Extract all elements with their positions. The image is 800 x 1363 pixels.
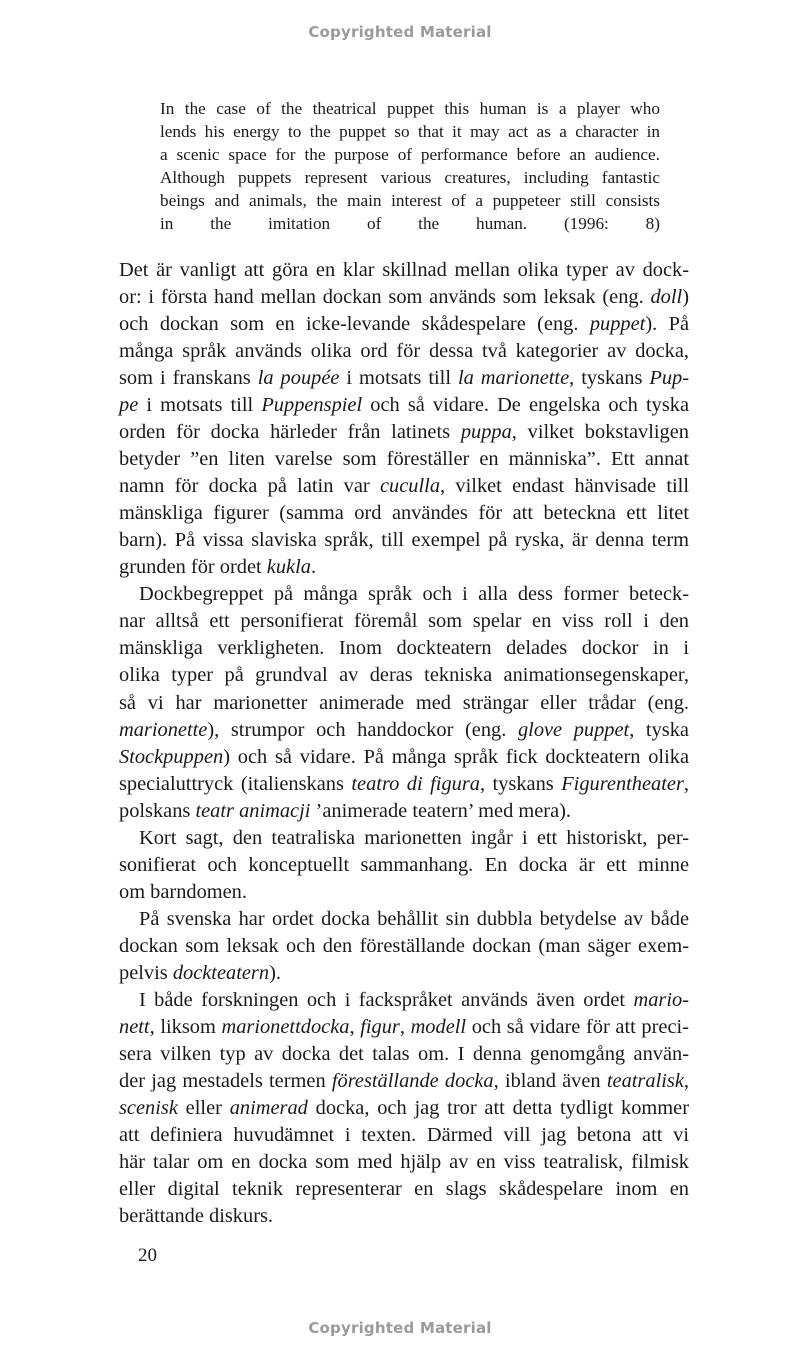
body-line: nar alltså ett personifierat föremål som spelar en viss roll i den xyxy=(119,610,689,633)
quote-line: beings and animals, the main interest of a puppeteer still consists xyxy=(160,191,660,210)
body-line: olika typer på grundval av deras tekniska animationsegenskaper, xyxy=(119,664,689,687)
body-line: der jag mestadels termen föreställande docka, ibland även teatralisk, xyxy=(119,1069,689,1092)
quote-line: lends his energy to the puppet so that it may act as a character in xyxy=(160,122,660,141)
body-line: I både forskningen och i fackspråket används även ordet mario- xyxy=(139,988,689,1011)
body-line: dockan som leksak och den föreställande dockan (man säger exem- xyxy=(119,934,689,957)
body-line: Dockbegreppet på många språk och i alla dess former beteck- xyxy=(139,583,689,606)
body-line: barn). På vissa slaviska språk, till exempel på ryska, är denna term xyxy=(119,529,689,552)
body-line: att definiera huvudämnet i texten. Därmed vill jag betona att vi xyxy=(119,1124,689,1146)
body-line: eller digital teknik representerar en slags skådespelare inom en xyxy=(119,1178,689,1201)
body-line: or: i första hand mellan dockan som används som leksak (eng. doll) xyxy=(119,286,689,309)
body-line: Stockpuppen) och så vidare. På många språk fick dockteatern olika xyxy=(119,745,689,768)
body-text xyxy=(119,257,689,1230)
body-line: pe i motsats till Puppenspiel och så vidare. De engelska och tyska xyxy=(119,394,690,417)
copyright-watermark-top: Copyrighted Material xyxy=(308,23,492,41)
body-line: namn för docka på latin var cuculla, vilket endast hänvisade till xyxy=(119,475,689,498)
body-line: orden för docka härleder från latinets puppa, vilket bokstavligen xyxy=(119,421,690,444)
body-line: pelvis dockteatern). xyxy=(119,961,281,984)
block-quote xyxy=(160,97,660,235)
body-line: och dockan som en icke-levande skådespelare (eng. puppet). På xyxy=(119,313,689,336)
body-line: Det är vanligt att göra en klar skillnad mellan olika typer av dock- xyxy=(119,259,689,281)
page-number: 20 xyxy=(138,1245,157,1266)
body-line: om barndomen. xyxy=(119,880,247,903)
body-line: mänskliga figurer (samma ord användes för att beteckna ett litet xyxy=(119,502,689,525)
body-line: så vi har marionetter animerade med strängar eller trådar (eng. xyxy=(119,691,689,714)
copyright-watermark-bottom: Copyrighted Material xyxy=(308,1319,492,1337)
body-line: polskans teatr animacji ’animerade teatern’ med mera). xyxy=(119,799,572,822)
body-line: nett, liksom marionettdocka, figur, modell och så vidare för att preci- xyxy=(119,1015,689,1038)
body-line: marionette), strumpor och handdockor (eng. glove puppet, tyska xyxy=(119,718,689,741)
body-line: berättande diskurs. xyxy=(119,1205,274,1228)
quote-line: in the imitation of the human. (1996: 8) xyxy=(160,214,660,233)
body-line: mänskliga verkligheten. Inom dockteatern delades dockor in i xyxy=(119,637,689,660)
body-line: många språk används olika ord för dessa två kategorier av docka, xyxy=(119,340,689,363)
body-line: Kort sagt, den teatraliska marionetten ingår i ett historiskt, per- xyxy=(139,826,689,849)
body-line: som i franskans la poupée i motsats till la marionette, tyskans Pup- xyxy=(119,367,690,390)
quote-line: Although puppets represent various creatures, including fantastic xyxy=(160,168,660,187)
body-line: grunden för ordet kukla. xyxy=(119,556,317,579)
body-line: På svenska har ordet docka behållit sin dubbla betydelse av både xyxy=(139,907,689,930)
body-line: specialuttryck (italienskans teatro di figura, tyskans Figurentheater, xyxy=(119,772,690,795)
body-line: här talar om en docka som med hjälp av en viss teatralisk, filmisk xyxy=(119,1151,689,1174)
quote-line: In the case of the theatrical puppet this human is a player who xyxy=(160,99,660,118)
body-line: sera vilken typ av docka det talas om. I denna genomgång använ- xyxy=(119,1042,689,1065)
body-line: scenisk eller animerad docka, och jag tror att detta tydligt kommer xyxy=(119,1096,689,1119)
quote-line: a scenic space for the purpose of performance before an audience. xyxy=(160,145,660,164)
body-line: sonifierat och konceptuellt sammanhang. En docka är ett minne xyxy=(119,853,689,876)
body-line: betyder ”en liten varelse som föreställer en människa”. Ett annat xyxy=(119,448,689,471)
